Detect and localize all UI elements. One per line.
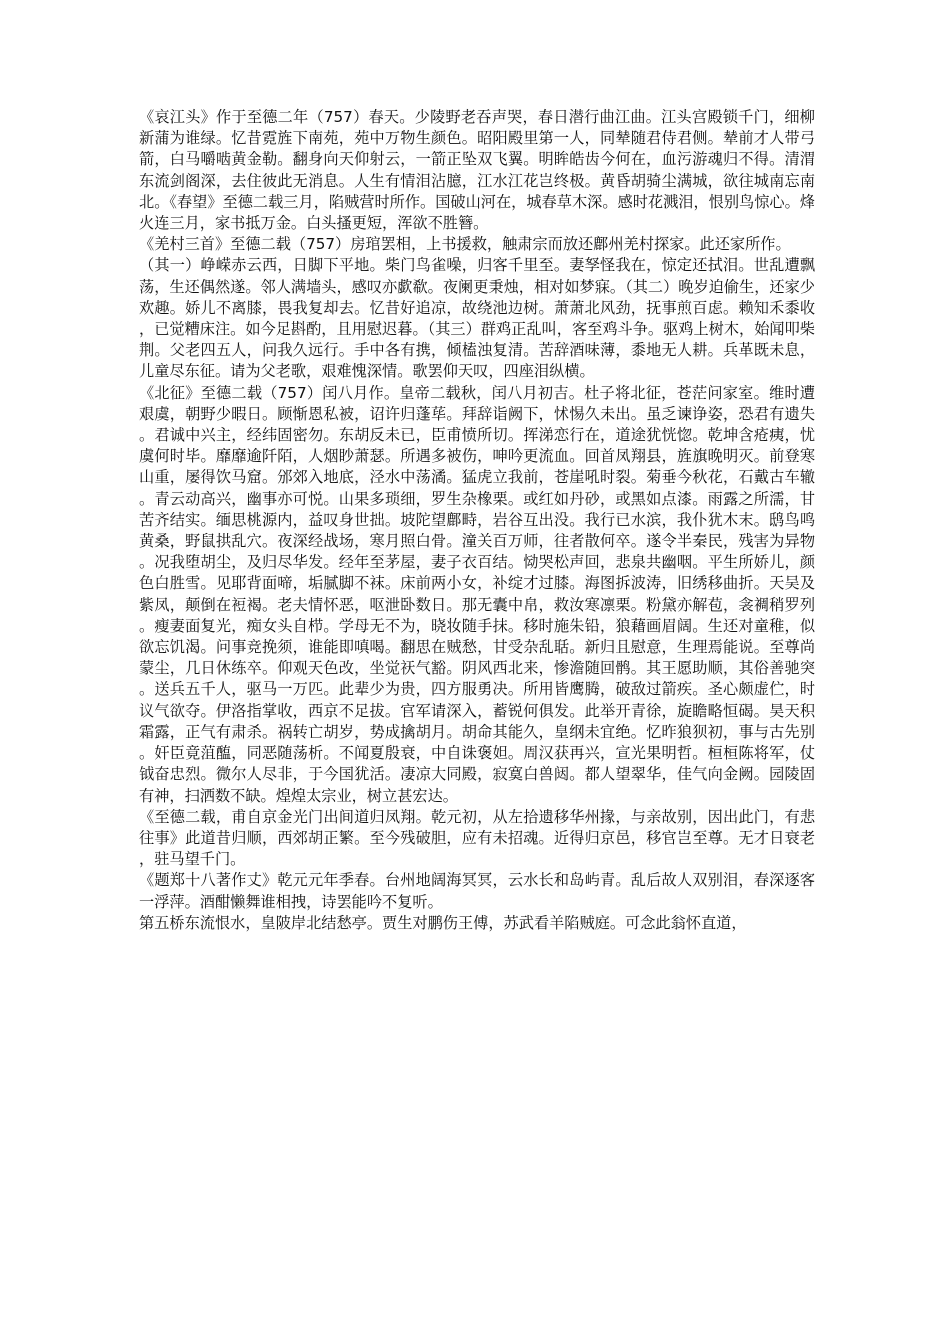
paragraph-qiangcun-intro: 《羌村三首》至德二载（757）房琯罢相，上书援救，触肃宗而放还鄜州羌村探家。此还家所作。 bbox=[139, 235, 791, 254]
paragraph-qiangcun-poems: （其一）峥嵘赤云西，日脚下平地。柴门鸟雀噪，归客千里至。妻孥怪我在，惊定还拭泪。世乱遭飘荡，生还偶然遂。邻人满墙头，感叹亦歔欷。夜阑更秉烛，相对如梦寐。（其二）晚岁迫偷生，还家少欢趣。娇儿不离膝，畏我复却去。忆昔好追凉，故绕池边树。萧萧北风劲，抚事煎百虑。赖知禾黍收，已觉糟床注。如今足斟酌，且用慰迟暮。（其三）群鸡正乱叫，客至鸡斗争。驱鸡上树木，始闻叩柴荆。父老四五人，问我久远行。手中各有携，倾榼浊复清。苦辞酒味薄，黍地无人耕。兵革既未息，儿童尽东征。请为父老歌，艰难愧深情。歌罢仰天叹，四座泪纵横。 bbox=[139, 256, 815, 381]
document-page bbox=[139, 107, 815, 934]
paragraph-zhide-erzai: 《至德二载，甫自京金光门出间道归凤翔。乾元初，从左拾遗移华州掾，与亲故别，因出此门，有悲往事》此道昔归顺，西郊胡正繁。至今残破胆，应有未招魂。近得归京邑，移官岂至尊。无才日衰老，驻马望千门。 bbox=[139, 807, 815, 869]
paragraph-diwuqiao: 第五桥东流恨水，皇陂岸北结愁亭。贾生对鹏伤王傅，苏武看羊陷贼庭。可念此翁怀直道， bbox=[139, 913, 747, 932]
paragraph-ti-zheng: 《题郑十八著作丈》乾元元年季春。台州地阔海冥冥，云水长和岛屿青。乱后故人双别泪，春深逐客一浮萍。酒酣懒舞谁相拽，诗罢能吟不复听。 bbox=[139, 871, 815, 911]
paragraph-aijiangtou: 《哀江头》作于至德二年（757）春天。少陵野老吞声哭，春日潜行曲江曲。江头宫殿锁千门，细柳新蒲为谁绿。忆昔霓旌下南苑，苑中万物生颜色。昭阳殿里第一人，同辇随君侍君侧。辇前才人带弓箭，白马嚼啮黄金勒。翻身向天仰射云，一箭正坠双飞翼。明眸皓齿今何在，血污游魂归不得。清渭东流剑阁深，去住彼此无消息。人生有情泪沾臆，江水江花岂终极。黄昏胡骑尘满城，欲往城南忘南北。《春望》至德二载三月，陷贼营时所作。国破山河在，城春草木深。感时花溅泪，恨别鸟惊心。烽火连三月，家书抵万金。白头搔更短，浑欲不胜簪。 bbox=[139, 108, 815, 233]
paragraph-beizheng: 《北征》至德二载（757）闰八月作。皇帝二载秋，闰八月初吉。杜子将北征，苍茫问家室。维时遭艰虞，朝野少暇日。顾惭恩私被，诏许归蓬荜。拜辞诣阙下，怵惕久未出。虽乏谏诤姿，恐君有遗失。君诚中兴主，经纬固密勿。东胡反未已，臣甫愤所切。挥涕恋行在，道途犹恍惚。乾坤含疮痍，忧虞何时毕。靡靡逾阡陌，人烟眇萧瑟。所遇多被伤，呻吟更流血。回首凤翔县，旌旗晚明灭。前登寒山重，屡得饮马窟。邠郊入地底，泾水中荡潏。猛虎立我前，苍崖吼时裂。菊垂今秋花，石戴古车辙。青云动高兴，幽事亦可悦。山果多琐细，罗生杂橡栗。或红如丹砂，或黑如点漆。雨露之所濡，甘苦齐结实。缅思桃源内，益叹身世拙。坡陀望鄜畤，岩谷互出没。我行已水滨，我仆犹木末。鸱鸟鸣黄桑，野鼠拱乱穴。夜深经战场，寒月照白骨。潼关百万师，往者散何卒。遂令半秦民，残害为异物。况我堕胡尘，及归尽华发。经年至茅屋，妻子衣百结。恸哭松声回，悲泉共幽咽。平生所娇儿，颜色白胜雪。见耶背面啼，垢腻脚不袜。床前两小女，补绽才过膝。海图拆波涛，旧绣移曲折。天吴及紫凤，颠倒在裋褐。老夫情怀恶，呕泄卧数日。那无囊中帛，救汝寒凛栗。粉黛亦解苞，衾裯稍罗列。瘦妻面复光，痴女头自栉。学母无不为，晓妆随手抹。移时施朱铅，狼藉画眉阔。生还对童稚，似欲忘饥渴。问事竞挽须，谁能即嗔喝。翻思在贼愁，甘受杂乱聒。新归且慰意，生理焉能说。至尊尚蒙尘，几日休练卒。仰观天色改，坐觉祆气豁。阴风西北来，惨澹随回鹘。其王愿助顺，其俗善驰突。送兵五千人，驱马一万匹。此辈少为贵，四方服勇决。所用皆鹰腾，破敌过箭疾。圣心颇虚伫，时议气欲夺。伊洛指掌收，西京不足拔。官军请深入，蓄锐何俱发。此举开青徐，旋瞻略恒碣。昊天积霜露，正气有肃杀。祸转亡胡岁，势成擒胡月。胡命其能久，皇纲未宜绝。忆昨狼狈初，事与古先别。奸臣竟菹醢，同恶随荡析。不闻夏殷衰，中自诛褒妲。周汉获再兴，宣光果明哲。桓桓陈将军，仗钺奋忠烈。微尔人尽非，于今国犹活。凄凉大同殿，寂寞白兽闼。都人望翠华，佳气向金阙。园陵固有神，扫洒数不缺。煌煌太宗业，树立甚宏达。 bbox=[139, 383, 815, 805]
